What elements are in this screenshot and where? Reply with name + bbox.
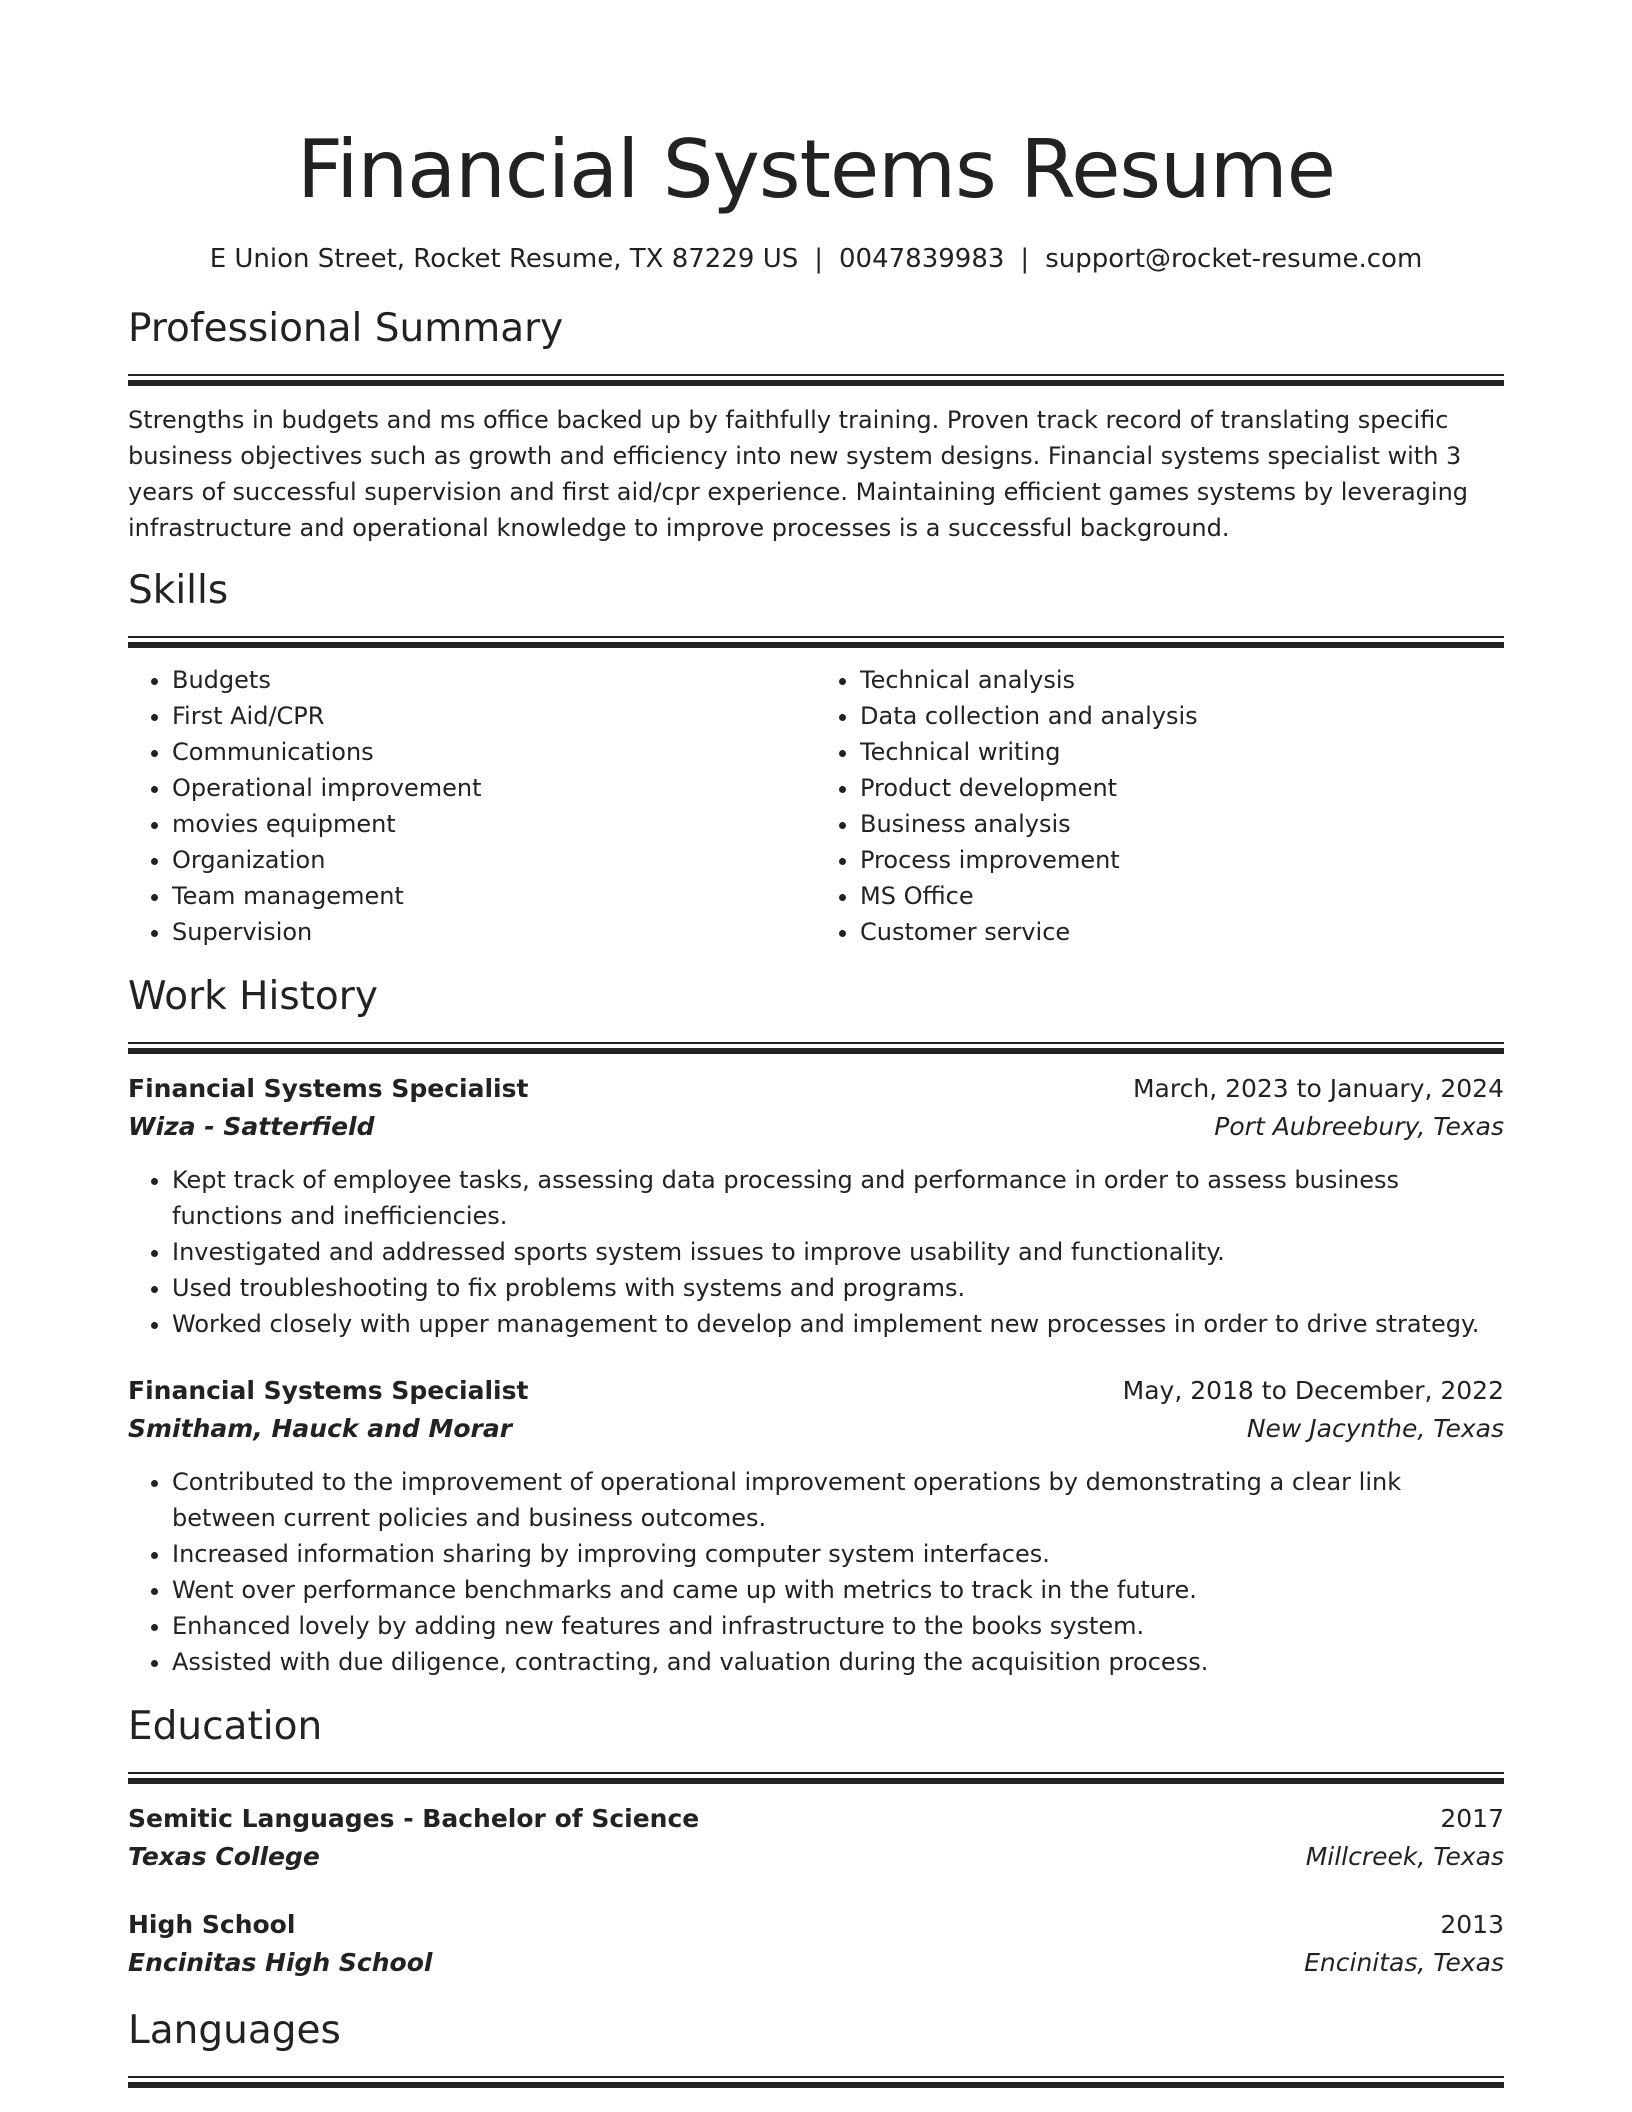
summary-section [128,304,1504,546]
skill-item: • movies equipment [172,806,816,842]
education-entry [128,1800,1504,1876]
job-entry [128,1372,1504,1680]
skill-item: • Process improvement [860,842,1504,878]
education-location: Millcreek, Texas [1305,1842,1504,1871]
job-title: Financial Systems Specialist [128,1074,529,1103]
work-section [128,972,1504,1680]
languages-section [128,2006,1504,2088]
contact-phone: 0047839983 [839,244,1005,274]
education-heading: Education [128,1704,323,1749]
education-year: 2013 [1440,1910,1504,1939]
contact-separator: | [1020,244,1030,274]
skill-item: • Team management [172,878,816,914]
skill-item: • Customer service [860,914,1504,950]
job-bullets [128,1162,1504,1342]
resume-title: Financial Systems Resume [297,123,1335,216]
job-bullet: • Contributed to the improvement of operational improvement operations by demonstrating a clear link between current policies and business outcomes. [172,1464,1504,1536]
skill-item: • First Aid/CPR [172,698,816,734]
education-degree: Semitic Languages - Bachelor of Science [128,1804,700,1833]
job-bullet: • Used troubleshooting to fix problems with systems and programs. [172,1270,1504,1306]
section-divider [128,636,1504,648]
skill-item: • MS Office [860,878,1504,914]
job-bullet: • Assisted with due diligence, contracting, and valuation during the acquisition process. [172,1644,1504,1680]
job-bullet: • Worked closely with upper management to develop and implement new processes in order to drive strategy. [172,1306,1504,1342]
skill-item: • Supervision [172,914,816,950]
education-location: Encinitas, Texas [1304,1948,1504,1977]
skill-item: • Technical analysis [860,662,1504,698]
job-location: Port Aubreebury, Texas [1214,1112,1504,1141]
skill-item: • Budgets [172,662,816,698]
summary-text: Strengths in budgets and ms office backed up by faithfully training. Proven track record of translating specific business objectives such as growth and efficiency into new system designs. Financial systems specialist with 3 years of successful supervision and first aid/cpr experience. Maintaining efficient games systems by leveraging infrastructure and operational knowledge to improve processes is a successful background. [128,406,1469,542]
contact-email[interactable]: support@rocket-resume.com [1045,244,1423,274]
job-dates: May, 2018 to December, 2022 [1122,1376,1504,1405]
section-divider [128,374,1504,386]
skill-item: • Product development [860,770,1504,806]
education-school: Texas College [128,1842,320,1871]
skill-item: • Data collection and analysis [860,698,1504,734]
job-company: Smitham, Hauck and Morar [128,1414,513,1443]
job-bullet: • Investigated and addressed sports system issues to improve usability and functionality. [172,1234,1504,1270]
skill-item: • Technical writing [860,734,1504,770]
skill-item: • Communications [172,734,816,770]
skills-heading: Skills [128,568,229,613]
job-dates: March, 2023 to January, 2024 [1132,1074,1504,1103]
contact-line [128,242,1504,276]
skills-section [128,566,1504,950]
job-bullets [128,1464,1504,1680]
summary-heading: Professional Summary [128,306,564,351]
work-heading: Work History [128,974,378,1019]
job-company: Wiza - Satterfield [128,1112,375,1141]
education-year: 2017 [1440,1804,1504,1833]
section-divider [128,1772,1504,1784]
skill-item: • Organization [172,842,816,878]
job-location: New Jacynthe, Texas [1246,1414,1504,1443]
job-bullet: • Went over performance benchmarks and came up with metrics to track in the future. [172,1572,1504,1608]
skills-right-list [816,662,1504,950]
skills-columns [128,662,1504,950]
skills-left-list [128,662,816,950]
contact-address: E Union Street, Rocket Resume, TX 87229 US [209,244,799,274]
education-degree: High School [128,1910,296,1939]
section-divider [128,2076,1504,2088]
education-entry [128,1906,1504,1982]
education-section [128,1702,1504,1982]
section-divider [128,1042,1504,1054]
job-bullet: • Kept track of employee tasks, assessing data processing and performance in order to assess business functions and inefficiencies. [172,1162,1504,1234]
job-bullet: • Enhanced lovely by adding new features and infrastructure to the books system. [172,1608,1504,1644]
education-school: Encinitas High School [128,1948,433,1977]
job-title: Financial Systems Specialist [128,1376,529,1405]
skill-item: • Operational improvement [172,770,816,806]
languages-heading: Languages [128,2008,341,2053]
job-bullet: • Increased information sharing by improving computer system interfaces. [172,1536,1504,1572]
contact-separator: | [814,244,823,274]
skill-item: • Business analysis [860,806,1504,842]
job-entry [128,1070,1504,1342]
